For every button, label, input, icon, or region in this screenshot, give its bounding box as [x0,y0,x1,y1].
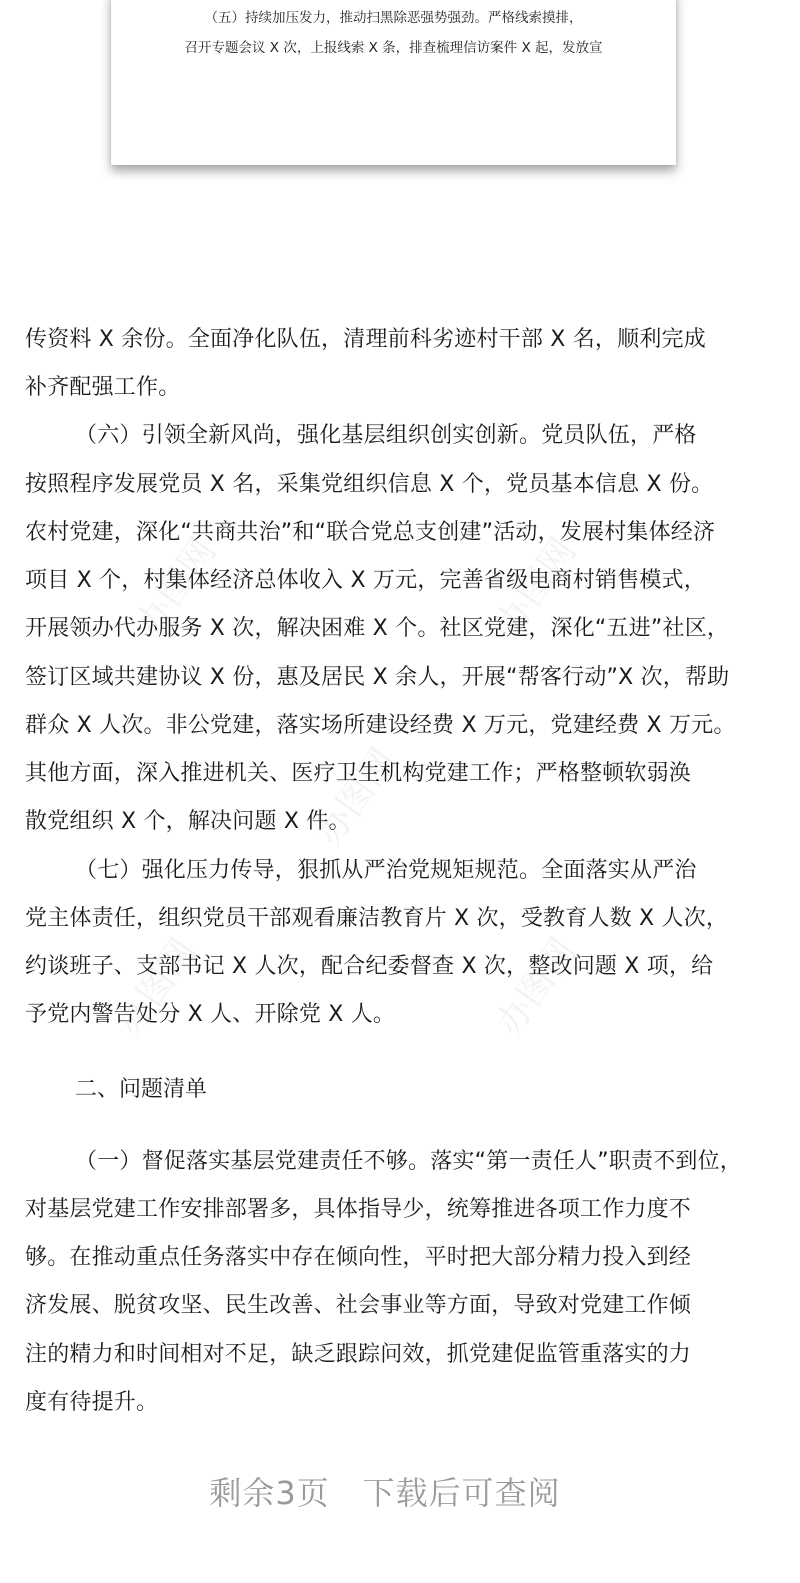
preview-line-2: 召开专题会议 X 次，上报线索 X 条，排查梳理信访案件 X 起，发放宣 [184,40,603,56]
paragraph-line: 签订区域共建协议 X 份，惠及居民 X 余人，开展“帮客行动”X 次，帮助 [25,665,730,690]
remaining-pages-notice[interactable]: 剩余3页 下载后可查阅 [209,1474,561,1512]
watermark: 办图网 [128,531,225,644]
problem-line: 济发展、脱贫攻坚、民生改善、社会事业等方面，导致对党建工作倾 [25,1293,692,1318]
paragraph-line: 补齐配强工作。 [25,375,181,400]
problem-line: 够。在推动重点任务落实中存在倾向性，平时把大部分精力投入到经 [25,1245,692,1270]
watermark: 办图网 [488,931,585,1044]
paragraph-line: 其他方面，深入推进机关、医疗卫生机构党建工作；严格整顿软弱涣 [25,761,692,786]
watermark: 办图网 [488,531,585,644]
problem-line: 度有待提升。 [25,1390,159,1415]
paragraph-line: 开展领办代办服务 X 次，解决困难 X 个。社区党建，深化“五进”社区， [25,616,730,641]
paragraph-line: 按照程序发展党员 X 名，采集党组织信息 X 个，党员基本信息 X 份。 [25,472,714,497]
paragraph-line: 散党组织 X 个，解决问题 X 件。 [25,809,351,834]
paragraph-line: 予党内警告处分 X 人、开除党 X 人。 [25,1002,396,1027]
paragraph-line: 党主体责任，组织党员干部观看廉洁教育片 X 次，受教育人数 X 人次， [25,906,729,931]
paragraph-line: 项目 X 个，村集体经济总体收入 X 万元，完善省级电商村销售模式， [25,568,706,593]
watermark: 办图网 [308,741,405,854]
paragraph-line: 传资料 X 余份。全面净化队伍，清理前科劣迹村干部 X 名，顺利完成 [25,327,706,352]
problem-line: 对基层党建工作安排部署多，具体指导少，统筹推进各项工作力度不 [25,1197,692,1222]
paragraph-line: 群众 X 人次。非公党建，落实场所建设经费 X 万元，党建经费 X 万元。 [25,713,736,738]
paragraph-line: （六）引领全新风尚，强化基层组织创实创新。党员队伍，严格 [75,423,697,448]
problem-line: （一）督促落实基层党建责任不够。落实“第一责任人”职责不到位， [75,1149,742,1174]
paragraph-line: （七）强化压力传导，狠抓从严治党规矩规范。全面落实从严治 [75,858,697,883]
preview-card [111,0,676,165]
section-heading: 二、问题清单 [75,1077,208,1102]
paragraph-line: 农村党建，深化“共商共治”和“联合党总支创建”活动，发展村集体经济 [25,520,716,545]
watermark: 办图网 [108,931,205,1044]
preview-line-1: （五）持续加压发力，推动扫黑除恶强势强劲。严格线索摸排， [204,10,583,26]
paragraph-line: 约谈班子、支部书记 X 人次，配合纪委督查 X 次，整改问题 X 项，给 [25,954,714,979]
problem-line: 注的精力和时间相对不足，缺乏跟踪问效，抓党建促监管重落实的力 [25,1342,692,1367]
